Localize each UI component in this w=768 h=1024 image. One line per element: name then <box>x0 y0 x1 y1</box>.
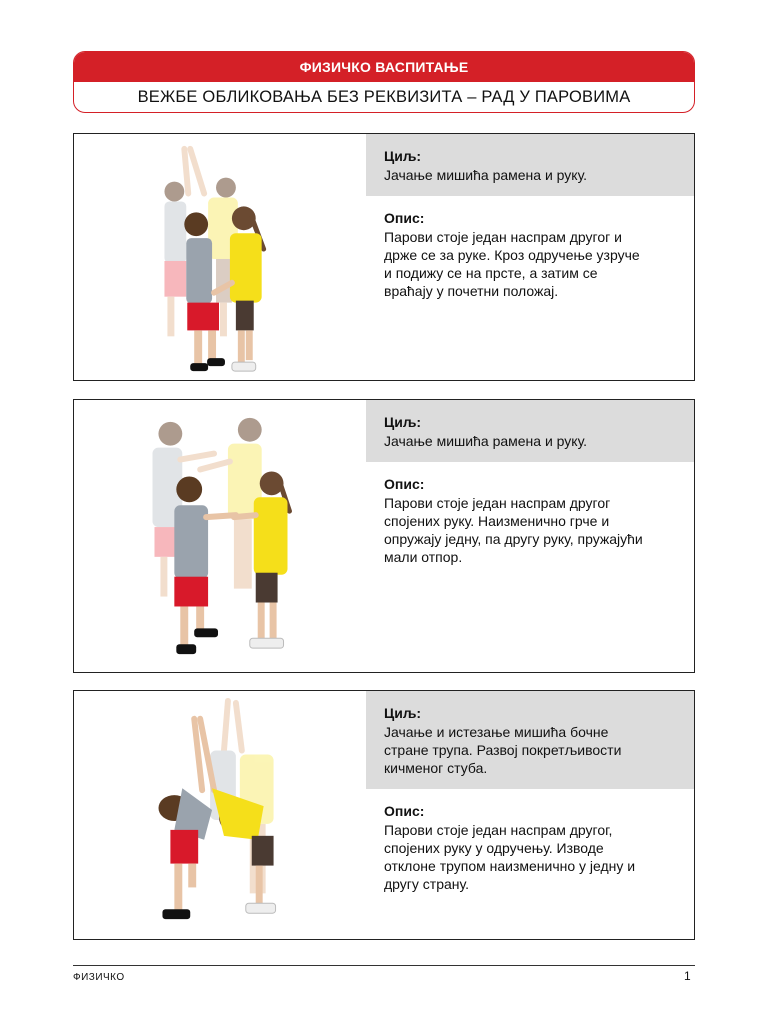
description-line: држе се за руке. Кроз одручење узруче <box>384 247 640 263</box>
exercise-photo-2 <box>74 400 366 672</box>
description-label: Опис: <box>384 803 425 819</box>
description-line: спојених руку. Наизменично грче и <box>384 513 610 529</box>
goal-label: Циљ: <box>384 414 422 430</box>
description-line: враћају у почетни положај. <box>384 283 559 299</box>
description-label: Опис: <box>384 476 425 492</box>
subject-title: ФИЗИЧКО ВАСПИТАЊЕ <box>74 52 694 82</box>
description-section <box>366 462 694 576</box>
description-section <box>366 196 694 310</box>
description-line: Парови стоје један наспрам другог <box>384 495 611 511</box>
page-title: ВЕЖБЕ ОБЛИКОВАЊА БЕЗ РЕКВИЗИТА – РАД У ПАРОВИМА <box>137 87 631 106</box>
goal-line: стране трупа. Развој покретљивости <box>384 742 622 758</box>
page-number: 1 <box>684 969 691 983</box>
goal-section <box>366 134 694 196</box>
exercise-card-2 <box>73 399 695 673</box>
footer-label: ФИЗИЧКО <box>73 972 125 983</box>
footer-divider <box>73 965 695 966</box>
exercise-photo-1 <box>74 134 366 380</box>
goal-section <box>366 400 694 462</box>
exercise-card-1 <box>73 133 695 381</box>
goal-label: Циљ: <box>384 148 422 164</box>
goal-section <box>366 691 694 789</box>
goal-text: Јачање мишића рамена и руку. <box>384 433 588 449</box>
description-line: отклоне трупом наизменично у једну и <box>384 858 636 874</box>
goal-label: Циљ: <box>384 705 422 721</box>
description-line: и подижу се на прсте, а затим се <box>384 265 598 281</box>
description-label: Опис: <box>384 210 425 226</box>
description-line: спојених руку у одручењу. Изводе <box>384 840 604 856</box>
page-header <box>73 51 695 113</box>
exercise-card-3 <box>73 690 695 940</box>
description-line: другу страну. <box>384 876 469 892</box>
goal-line: кичменог стуба. <box>384 760 488 776</box>
goal-text: Јачање мишића рамена и руку. <box>384 167 588 183</box>
goal-line: Јачање и истезање мишића бочне <box>384 724 609 740</box>
description-line: Парови стоје један наспрам другог и <box>384 229 622 245</box>
description-line: опружају једну, па другу руку, пружајући <box>384 531 643 547</box>
description-section <box>366 789 694 903</box>
exercise-photo-3 <box>74 691 366 939</box>
description-line: Парови стоје један наспрам другог, <box>384 822 613 838</box>
description-line: мали отпор. <box>384 549 463 565</box>
